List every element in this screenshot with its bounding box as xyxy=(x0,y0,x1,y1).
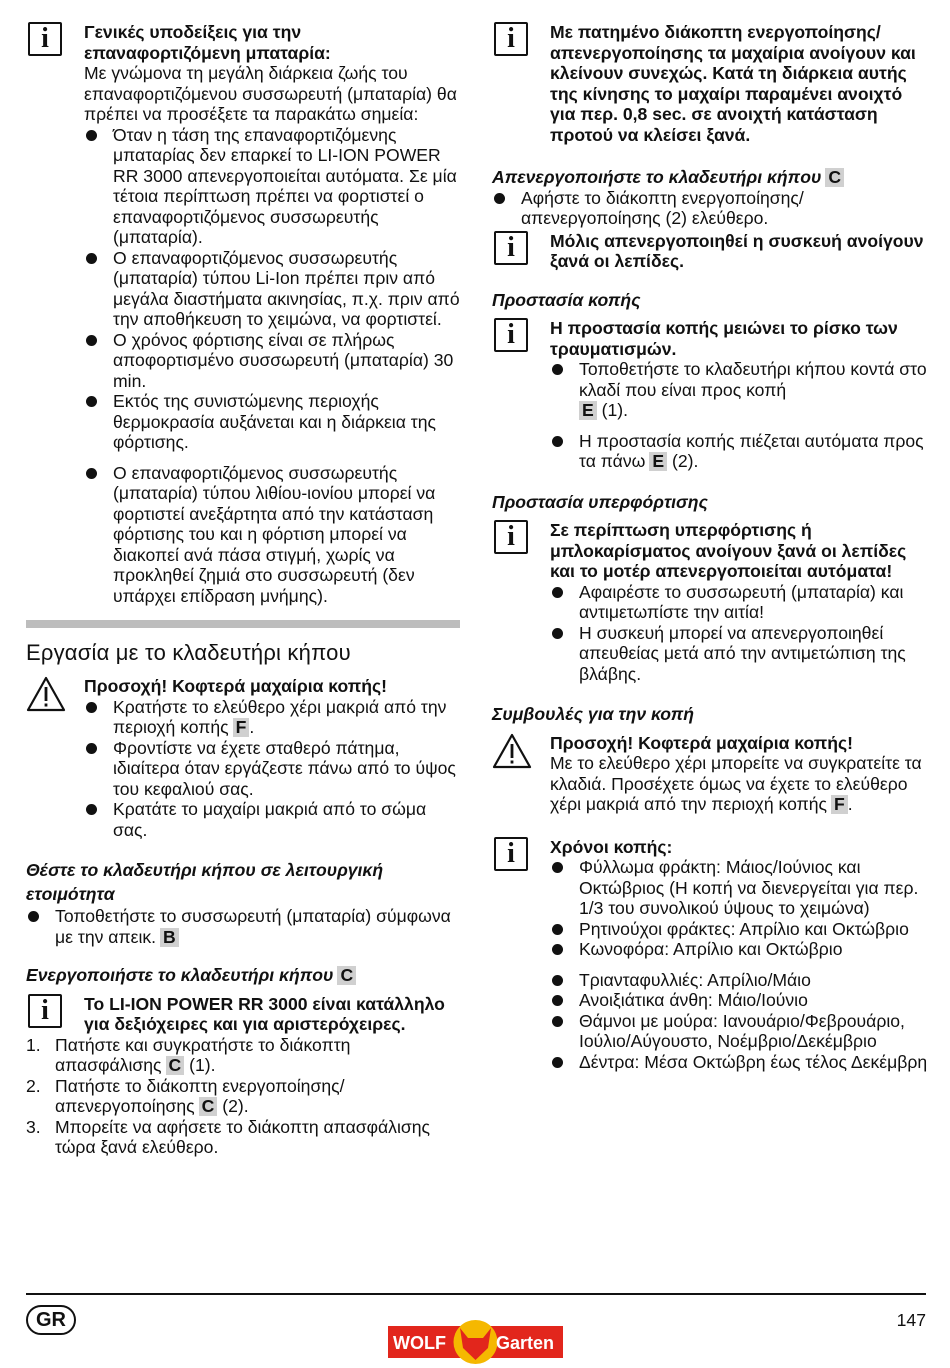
right-column xyxy=(492,22,932,1072)
subheading-text: Απενεργοποιήστε το κλαδευτήρι κήπου xyxy=(492,167,822,187)
list-item xyxy=(84,697,460,738)
guard-info-text: Η προστασία κοπής μειώνει το ρίσκο των τραυματισμών. xyxy=(550,318,898,359)
list-item: Φύλλωμα φράκτη: Μάιος/Ιούνιος και Οκτώβριος (Η κοπή να διενεργείται για περ. 1/3 του συνολικού ύψους το χειμώνα) xyxy=(550,857,932,919)
info-icon: i xyxy=(494,22,528,56)
list-item xyxy=(26,1076,460,1117)
handedness-text: Το LI-ION POWER RR 3000 είναι κατάλληλο για δεξιόχειρες και για αριστερόχειρες. xyxy=(84,993,445,1034)
left-column xyxy=(26,22,460,1158)
bullet-tail: (1). xyxy=(601,400,629,420)
figure-label: C xyxy=(337,966,356,985)
list-item: Ρητινούχοι φράκτες: Απρίλιο και Οκτώβριο xyxy=(550,919,932,940)
guard-info xyxy=(492,318,932,472)
cutting-times-list-b xyxy=(550,970,932,1073)
bullet-text: Κρατήστε το ελεύθερο χέρι μακριά από την περιοχή κοπής xyxy=(113,696,447,737)
subheading-guard: Προστασία κοπής xyxy=(492,289,641,310)
figure-label: F xyxy=(831,795,848,814)
list-item: Εκτός της συνιστώμενης περιοχής θερμοκρασία αυξάνεται και η διάρκεια της φόρτισης. xyxy=(84,391,460,453)
list-item: Αφαιρέστε το συσσωρευτή (μπαταρία) και αντιμετωπίστε την αιτία! xyxy=(550,582,932,623)
logo-text-right: Garten xyxy=(496,1333,555,1353)
list-item: Κρατάτε το μαχαίρι μακριά από το σώμα σας. xyxy=(84,799,460,840)
section-divider xyxy=(26,620,460,628)
step-text: Πατήστε και συγκρατήστε το διάκοπτη απασφάλισης xyxy=(55,1034,351,1075)
section-title: Εργασία με το κλαδευτήρι κήπου xyxy=(26,640,351,665)
ready-bullets xyxy=(26,906,460,947)
battery-intro: Με γνώμονα τη μεγάλη διάρκεια ζωής του επαναφορτιζόμενου συσσωρευτή (μπαταρία) θα πρέπει να προσέξετε τα παρακάτω σημεία: xyxy=(84,63,457,124)
step-text: Πατήστε το διάκοπτη ενεργοποίησης/απενεργοποίησης xyxy=(55,1075,345,1116)
cycle-info xyxy=(492,22,932,145)
figure-label: C xyxy=(166,1056,185,1075)
warning-triangle-icon xyxy=(492,733,532,769)
figure-label: C xyxy=(825,168,844,187)
list-item xyxy=(550,431,932,472)
figure-label: B xyxy=(160,928,179,947)
wolf-garten-logo xyxy=(388,1318,563,1366)
subheading-overload: Προστασία υπερφόρτισης xyxy=(492,491,708,512)
subheading-deactivate xyxy=(492,167,932,188)
activation-steps xyxy=(26,1035,460,1158)
list-item xyxy=(26,906,460,947)
list-item xyxy=(550,359,932,421)
list-item: Ο επαναφορτιζόμενος συσσωρευτής (μπαταρία) τύπου Li-Ion πρέπει πριν από μεγάλα διαστήματα ακινησίας, π.χ. πριν από την αποθήκευση το χειμώνα, να φορτιστεί. xyxy=(84,248,460,330)
guard-bullets xyxy=(550,359,932,472)
cutting-times-list-a xyxy=(550,857,932,960)
bullet-tail: (2). xyxy=(672,451,699,471)
bullet-text: Η προστασία κοπής πιέζεται αυτόματα προς τα πάνω xyxy=(579,430,924,471)
page-number: 147 xyxy=(896,1310,926,1330)
battery-info-block xyxy=(26,22,460,606)
step-text: Μπορείτε να αφήσετε το διάκοπτη απασφάλισης τώρα ξανά ελεύθερο. xyxy=(55,1116,431,1157)
battery-bullets xyxy=(84,125,460,607)
subheading-text: Ενεργοποιήστε το κλαδευτήρι κήπου xyxy=(26,965,334,985)
bullet-text: Τοποθετήστε το κλαδευτήρι κήπου κοντά στο κλαδί που είναι προς κοπή xyxy=(579,359,927,400)
warning-block xyxy=(26,676,460,840)
subheading-tips: Συμβουλές για την κοπή xyxy=(492,704,695,724)
list-item: Ανοιξιάτικα άνθη: Μάιο/Ιούνιο xyxy=(550,990,932,1011)
step-tail: (1). xyxy=(189,1055,216,1075)
info-icon: i xyxy=(494,520,528,554)
overload-info-text: Σε περίπτωση υπερφόρτισης ή μπλοκαρίσματος ανοίγουν ξανά οι λεπίδες και το μοτέρ απενεργοποιείται αυτόματα! xyxy=(550,520,907,581)
country-badge: GR xyxy=(26,1305,76,1335)
cutting-times-info xyxy=(492,837,932,1073)
figure-label: E xyxy=(579,401,597,420)
list-item: Ο επαναφορτιζόμενος συσσωρευτής (μπαταρία) τύπου λιθίου-ιονίου μπορεί να φορτιστεί ανεξάρτητα από την κατάσταση φόρτισης του και η φόρτιση μπορεί να διακοπεί ανά πάσα στιγμή, χωρίς να προκληθεί ζημιά στο συσσωρευτή (δεν υπάρχει επίδραση μνήμης). xyxy=(84,463,460,607)
footer-divider xyxy=(26,1293,926,1295)
step-number: 3. xyxy=(26,1116,41,1137)
figure-label: E xyxy=(649,452,667,471)
logo-text-left: WOLF xyxy=(393,1333,446,1353)
list-item xyxy=(26,1035,460,1076)
figure-label: C xyxy=(199,1097,218,1116)
step-number: 1. xyxy=(26,1034,41,1055)
list-item: Αφήστε το διάκοπτη ενεργοποίησης/απενεργοποίησης (2) ελεύθερο. xyxy=(492,188,932,229)
overload-info xyxy=(492,520,932,684)
info-icon: i xyxy=(494,231,528,265)
list-item: Θάμνοι με μούρα: Ιανουάριο/Φεβρουάριο, Ιούλιο/Αύγουστο, Νοέμβριο/Δεκέμβριο xyxy=(550,1011,932,1052)
warning-block xyxy=(492,733,932,815)
info-icon: i xyxy=(494,318,528,352)
warning-bullets xyxy=(84,697,460,841)
info-icon: i xyxy=(28,994,62,1028)
subheading-activate xyxy=(26,965,460,986)
warning-text xyxy=(550,753,932,815)
warning-triangle-icon xyxy=(26,676,66,712)
list-item: Ο χρόνος φόρτισης είναι σε πλήρως αποφορτισμένο συσσωρευτή (μπαταρία) 30 min. xyxy=(84,330,460,392)
list-item: Δέντρα: Μέσα Οκτώβρη έως τέλος Δεκέμβρη xyxy=(550,1052,932,1073)
info-icon: i xyxy=(28,22,62,56)
list-item: Όταν η τάση της επαναφορτιζόμενης μπαταρίας δεν επαρκεί το LI-ION POWER RR 3000 απενεργοποιείται αυτόματα. Σε μία τέτοια περίπτωση πρέπει να φορτιστεί ο επαναφορτιζόμενος συσσωρευτής (μπαταρία). xyxy=(84,125,460,248)
info-icon: i xyxy=(494,837,528,871)
deactivate-info xyxy=(492,231,932,272)
battery-heading: Γενικές υποδείξεις για την επαναφορτιζόμενη μπαταρία: xyxy=(84,22,331,63)
warning-heading: Προσοχή! Κοφτερά μαχαίρια κοπής! xyxy=(550,732,854,753)
list-item: Φροντίστε να έχετε σταθερό πάτημα, ιδιαίτερα όταν εργάζεστε πάνω από το ύψος του κεφαλιού σας. xyxy=(84,738,460,800)
step-number: 2. xyxy=(26,1075,41,1096)
bullet-text: Τοποθετήστε το συσσωρευτή (μπαταρία) σύμφωνα με την απεικ. xyxy=(55,906,451,947)
list-item: Η συσκευή μπορεί να απενεργοποιηθεί απευθείας μετά από την αντιμετώπιση της βλάβης. xyxy=(550,623,932,685)
warning-end: . xyxy=(847,794,853,814)
subheading-ready: Θέστε το κλαδευτήρι κήπου σε λειτουργική ετοιμότητα xyxy=(26,860,384,904)
warning-heading: Προσοχή! Κοφτερά μαχαίρια κοπής! xyxy=(84,676,388,696)
deactivate-bullets xyxy=(492,188,932,229)
bullet-end: . xyxy=(249,717,255,737)
cutting-times-heading: Χρόνοι κοπής: xyxy=(550,836,673,857)
list-item xyxy=(26,1117,460,1158)
warning-body: Με το ελεύθερο χέρι μπορείτε να συγκρατείτε τα κλαδιά. Προσέχετε όμως να έχετε το ελεύθερο χέρι μακριά από την περιοχή κοπής xyxy=(550,753,922,814)
figure-label: F xyxy=(233,718,250,737)
step-tail: (2). xyxy=(222,1096,249,1116)
cycle-text: Με πατημένο διάκοπτη ενεργοποίησης/απενεργοποίησης τα μαχαίρια ανοίγουν και κλείνουν συνεχώς. Κατά τη διάρκεια αυτής της κίνησης το μαχαίρι παραμένει ανοιχτό για περ. 0,8 sec. σε ανοιχτή κατάσταση προτού να κλείσει ξανά. xyxy=(550,22,916,145)
list-item: Κωνοφόρα: Απρίλιο και Οκτώβριο xyxy=(550,939,932,960)
list-item: Τριανταφυλλιές: Απρίλιο/Μάιο xyxy=(550,970,932,991)
overload-bullets xyxy=(550,582,932,685)
handedness-info xyxy=(26,994,460,1035)
deactivate-info-text: Μόλις απενεργοποιηθεί η συσκευή ανοίγουν ξανά οι λεπίδες. xyxy=(550,230,924,271)
